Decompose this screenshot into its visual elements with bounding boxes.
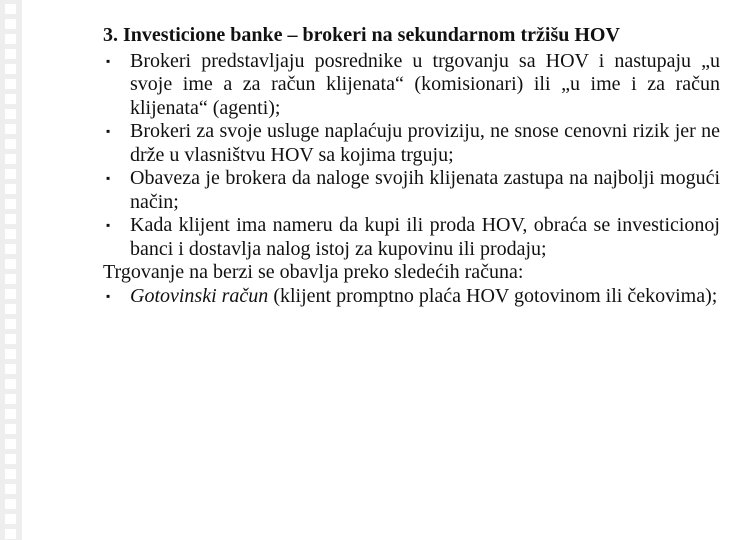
- bullet-item: [103, 50, 720, 121]
- bullet-square-icon: ▪: [106, 288, 111, 303]
- decorative-side-strip: [0, 0, 22, 540]
- italic-term: Gotovinski račun: [130, 284, 269, 307]
- bullet-rest-text: (klijent promptno plaća HOV gotovinom ili čekovima);: [268, 284, 718, 307]
- decorative-square-pattern: [3, 4, 19, 540]
- bullet-square-icon: ▪: [106, 171, 111, 185]
- bullet-item: [103, 214, 720, 261]
- bullet-square-icon: ▪: [106, 124, 111, 138]
- bullet-item: [103, 285, 720, 309]
- bullet-item: [103, 167, 720, 214]
- bullet-text: Brokeri za svoje usluge naplaćuju proviziju, ne snose cenovni rizik jer ne drže u vlasništvu HOV sa kojima trguju;: [130, 120, 720, 166]
- bullet-square-icon: ▪: [106, 218, 111, 232]
- paragraph-text: Trgovanje na berzi se obavlja preko sledećih računa:: [103, 261, 524, 283]
- slide-content: [103, 24, 720, 308]
- bullet-square-icon: ▪: [106, 53, 111, 68]
- bullet-item: [103, 120, 720, 167]
- bullet-text: [130, 285, 720, 309]
- bullet-text: Brokeri predstavljaju posrednike u trgovanju sa HOV i nastupaju „u svoje ime a za račun klijenata“ (komisionari) ili „u ime i za račun klijenata“ (agenti);: [130, 49, 720, 119]
- bullet-text: Kada klijent ima nameru da kupi ili proda HOV, obraća se investicionoj banci i dostavlja nalog istoj za kupovinu ili prodaju;: [130, 214, 720, 260]
- slide-heading: 3. Investicione banke – brokeri na sekundarnom tržišu HOV: [103, 24, 620, 46]
- bullet-text: Obaveza je brokera da naloge svojih klijenata zastupa na najbolji mogući način;: [130, 167, 720, 213]
